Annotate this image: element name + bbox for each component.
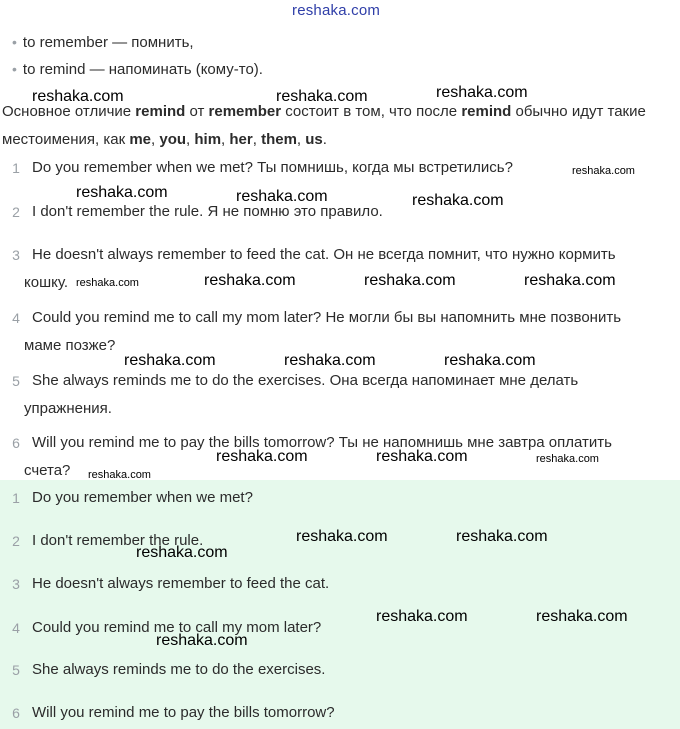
sentence-line: счета? (24, 462, 71, 479)
item-number: 4 (12, 310, 20, 326)
watermark: reshaka.com (364, 272, 456, 289)
bullet-icon: • (12, 61, 17, 77)
watermark: reshaka.com (444, 352, 536, 369)
watermark: reshaka.com (536, 453, 599, 465)
answer-text: He doesn't always remember to feed the cat. (32, 575, 330, 592)
definition-item (12, 61, 263, 78)
bullet-icon: • (12, 34, 17, 50)
watermark: reshaka.com (436, 84, 528, 101)
watermark: reshaka.com (236, 188, 328, 205)
watermark: reshaka.com (76, 277, 139, 289)
watermark: reshaka.com (284, 352, 376, 369)
item-number: 4 (12, 620, 20, 636)
watermark: reshaka.com (376, 608, 468, 625)
answer-text: Could you remind me to call my mom later? (32, 619, 322, 636)
sentence-line: Will you remind me to pay the bills tomorrow? Ты не напомнишь мне завтра оплатить (32, 434, 612, 451)
sentence-line: кошку. (24, 274, 69, 291)
watermark: reshaka.com (536, 608, 628, 625)
explanation-paragraph: Основное отличие remind от remember состоит в том, что после remind обычно идут такие местоимения, как me, you, him, her, them, us. (2, 103, 646, 148)
sentence-line: упражнения. (24, 400, 112, 417)
answer-panel (0, 480, 680, 729)
definition-text: to remember — помнить, (22, 34, 194, 51)
answer-text: Will you remind me to pay the bills tomorrow? (32, 704, 335, 721)
watermark: reshaka.com (572, 165, 635, 177)
watermark: reshaka.com (124, 352, 216, 369)
item-number: 2 (12, 204, 20, 220)
item-number: 6 (12, 435, 20, 451)
item-number: 6 (12, 705, 20, 721)
watermark: reshaka.com (524, 272, 616, 289)
sentence-line: Do you remember when we met? Ты помнишь, когда мы встретились? (32, 159, 513, 176)
sentence-line: She always reminds me to do the exercises. Она всегда напоминает мне делать (32, 372, 579, 389)
item-number: 3 (12, 576, 20, 592)
item-number: 2 (12, 533, 20, 549)
item-number: 3 (12, 247, 20, 263)
answer-text: She always reminds me to do the exercises. (32, 661, 326, 678)
item-number: 5 (12, 662, 20, 678)
definition-text: to remind — напоминать (кому-то). (22, 61, 263, 78)
top-watermark: reshaka.com (292, 2, 381, 19)
sentence-line: I don't remember the rule. Я не помню это правило. (32, 203, 383, 220)
watermark: reshaka.com (456, 528, 548, 545)
watermark: reshaka.com (376, 448, 468, 465)
watermark: reshaka.com (136, 544, 228, 561)
watermark: reshaka.com (276, 88, 368, 105)
watermark: reshaka.com (32, 88, 124, 105)
watermark: reshaka.com (76, 184, 168, 201)
watermark: reshaka.com (88, 469, 151, 481)
watermark: reshaka.com (216, 448, 308, 465)
sentence-line: Could you remind me to call my mom later? Не могли бы вы напомнить мне позвонить (32, 309, 622, 326)
watermark: reshaka.com (296, 528, 388, 545)
item-number: 1 (12, 160, 20, 176)
watermark: reshaka.com (204, 272, 296, 289)
item-number: 5 (12, 373, 20, 389)
item-number: 1 (12, 490, 20, 506)
answer-text: Do you remember when we met? (32, 489, 253, 506)
sentence-line: He doesn't always remember to feed the cat. Он не всегда помнит, что нужно кормить (32, 246, 616, 263)
watermark: reshaka.com (156, 632, 248, 649)
watermark: reshaka.com (412, 192, 504, 209)
answer-text: I don't remember the rule. (32, 532, 204, 549)
sentence-line: маме позже? (24, 337, 116, 354)
definition-item (12, 34, 194, 51)
